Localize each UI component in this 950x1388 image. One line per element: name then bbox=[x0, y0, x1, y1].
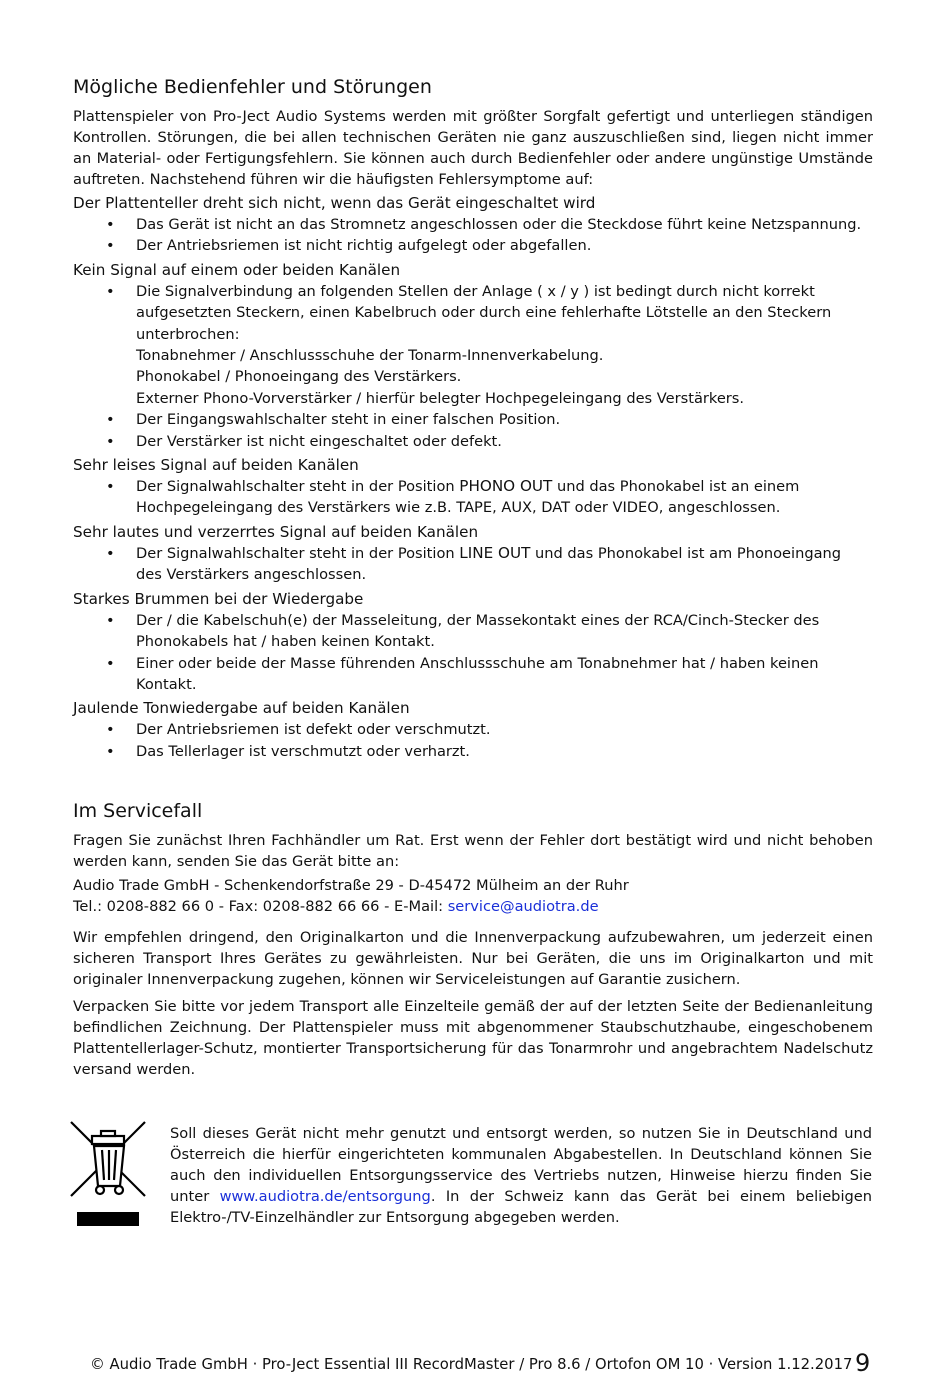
cause-line: Externer Phono-Vorverstärker / hierfür belegter Hochpegeleingang des Verstärkers. bbox=[136, 389, 745, 407]
bullet-icon: • bbox=[106, 611, 115, 629]
service-email-link[interactable]: service@audiotra.de bbox=[447, 898, 599, 916]
switch-position-label: LINE OUT bbox=[459, 543, 531, 562]
cause-text: und das Phonokabel ist an einem bbox=[552, 478, 800, 496]
cause-list bbox=[73, 610, 873, 696]
cause-line: Das Tellerlager ist verschmutzt oder verharzt. bbox=[136, 742, 470, 760]
service-address: Audio Trade GmbH - Schenkendorfstraße 29 - D-45472 Mülheim an der Ruhr bbox=[73, 877, 629, 895]
disposal-link[interactable]: www.audiotra.de/entsorgung bbox=[219, 1188, 431, 1205]
section-title-service: Im Servicefall bbox=[73, 800, 203, 823]
cause-text: und das Phonokabel ist am Phonoeingang bbox=[530, 544, 842, 562]
cause-line: aufgesetzten Steckern, einen Kabelbruch oder durch eine fehlerhafte Lötstelle an den Steckern bbox=[136, 304, 832, 322]
bullet-icon: • bbox=[106, 216, 115, 233]
footer-text: © Audio Trade GmbH · Pro-Ject Essential III RecordMaster / Pro 8.6 / Ortofon OM 10 · Version 1.12.2017 bbox=[90, 1356, 853, 1373]
troubleshooting-intro: Plattenspieler von Pro-Ject Audio Systems werden mit größter Sorgfalt gefertigt und unterliegen ständigen Kontrollen. Störungen, die bei allen technischen Geräten nie ganz auszuschließen sind, liegen nicht immer an Material- oder Fertigungsfehlern. Sie können auch durch Bedienfehler oder andere ungünstige Umstände auftreten. Nachstehend führen wir die häufigsten Fehlersymptome auf: bbox=[73, 108, 873, 188]
disposal-text-before: Soll dieses Gerät nicht mehr genutzt und entsorgt werden, so nutzen Sie in Deutschland und Österreich die hierfür eingerichteten kommunalen Abgabestellen. In Deutschland können Sie auch den individuellen Entsorgungsservice des Vertriebs nutzen, Hinweise hierzu finden Sie unter bbox=[170, 1125, 872, 1205]
cause-list-item bbox=[73, 281, 873, 409]
bullet-icon: • bbox=[106, 544, 115, 562]
cause-line: Der / die Kabelschuh(e) der Masseleitung, der Massekontakt eines der RCA/Cinch-Stecker des bbox=[136, 611, 820, 629]
cause-list-item bbox=[73, 235, 873, 256]
cause-line bbox=[136, 543, 873, 564]
symptom-heading: Sehr leises Signal auf beiden Kanälen bbox=[73, 456, 359, 475]
cause-line: Einer oder beide der Masse führenden Anschlussschuhe am Tonabnehmer hat / haben keinen Kontakt. bbox=[136, 654, 819, 693]
symptom-heading: Kein Signal auf einem oder beiden Kanälen bbox=[73, 260, 401, 279]
service-intro: Fragen Sie zunächst Ihren Fachhändler um Rat. Erst wenn der Fehler dort bestätigt wird und nicht behoben werden kann, senden Sie das Gerät bitte an: bbox=[73, 832, 873, 871]
cause-list-item bbox=[73, 476, 873, 519]
cause-line: Phonokabels hat / haben keinen Kontakt. bbox=[136, 633, 435, 651]
bullet-icon: • bbox=[106, 237, 115, 255]
troubleshooting-groups bbox=[73, 192, 873, 762]
cause-line bbox=[136, 476, 873, 497]
service-paragraph-packaging: Wir empfehlen dringend, den Originalkarton und die Innenverpackung aufzubewahren, um jederzeit einen sicheren Transport Ihres Gerätes zu gewährleisten. Nur bei Geräten, die uns im Originalkarton und mit originaler Innenverpackung zugehen, können wir Serviceleistungen auf Garantie zusichern. bbox=[73, 929, 873, 989]
service-contact bbox=[73, 896, 873, 917]
symptom-heading: Der Plattenteller dreht sich nicht, wenn das Gerät eingeschaltet wird bbox=[73, 194, 596, 212]
cause-line: Das Gerät ist nicht an das Stromnetz angeschlossen oder die Steckdose führt keine Netzspannung. bbox=[136, 216, 862, 233]
cause-list-item bbox=[73, 741, 873, 762]
cause-line: Hochpegeleingang des Verstärkers wie z.B. TAPE, AUX, DAT oder VIDEO, angeschlossen. bbox=[136, 499, 781, 517]
bullet-icon: • bbox=[106, 742, 115, 760]
cause-list-item bbox=[73, 610, 873, 653]
bullet-icon: • bbox=[106, 721, 115, 739]
disposal-text bbox=[170, 1123, 872, 1228]
cause-line: Der Verstärker ist nicht eingeschaltet oder defekt. bbox=[136, 432, 502, 450]
cause-line: Tonabnehmer / Anschlussschuhe der Tonarm-Innenverkabelung. bbox=[136, 347, 604, 365]
cause-line: unterbrochen: bbox=[136, 325, 240, 343]
cause-list-item bbox=[73, 543, 873, 586]
cause-list bbox=[73, 543, 873, 586]
cause-line: des Verstärkers angeschlossen. bbox=[136, 566, 367, 584]
cause-line: Der Antriebsriemen ist nicht richtig aufgelegt oder abgefallen. bbox=[136, 237, 592, 255]
cause-list-item bbox=[73, 214, 873, 235]
cause-text: Der Signalwahlschalter steht in der Position bbox=[136, 478, 460, 496]
bullet-icon: • bbox=[106, 282, 115, 300]
cause-text: Der Signalwahlschalter steht in der Position bbox=[136, 544, 460, 562]
cause-line: Phonokabel / Phonoeingang des Verstärkers. bbox=[136, 368, 462, 386]
cause-list bbox=[73, 214, 873, 257]
symptom-heading: Starkes Brummen bei der Wiedergabe bbox=[73, 589, 364, 608]
bullet-icon: • bbox=[106, 654, 115, 672]
symptom-heading: Sehr lautes und verzerrtes Signal auf beiden Kanälen bbox=[73, 522, 479, 541]
section-title-troubleshooting: Mögliche Bedienfehler und Störungen bbox=[73, 76, 432, 98]
service-paragraph-transport: Verpacken Sie bitte vor jedem Transport alle Einzelteile gemäß der auf der letzten Seite der Bedienanleitung befindlichen Zeichnung. Der Plattenspieler muss mit abgenommener Staubschutzhaube, eingeschobenem Plattentellerlager-Schutz, montierter Transportsicherung für das Tonarmrohr und angebrachtem Nadelschutz versand werden. bbox=[73, 998, 873, 1079]
service-section bbox=[73, 798, 873, 1080]
disposal-paragraph bbox=[170, 1123, 872, 1228]
crossed-out-wheelie-bin-icon bbox=[69, 1120, 149, 1230]
disposal-text-after: . In der Schweiz kann das Gerät bei einem beliebigen Elektro-/TV-Einzelhändler zur Entsorgung abgegeben werden. bbox=[170, 1188, 872, 1226]
page-number: 9 bbox=[855, 1349, 871, 1377]
cause-line: Der Eingangswahlschalter steht in einer falschen Position. bbox=[136, 411, 561, 429]
cause-line: Der Antriebsriemen ist defekt oder verschmutzt. bbox=[136, 721, 491, 739]
symptom-heading: Jaulende Tonwiedergabe auf beiden Kanälen bbox=[73, 699, 410, 718]
bullet-icon: • bbox=[106, 411, 115, 429]
cause-list-item bbox=[73, 719, 873, 740]
bullet-icon: • bbox=[106, 432, 115, 450]
switch-position-label: PHONO OUT bbox=[459, 477, 553, 496]
page-content bbox=[73, 74, 873, 1080]
service-contact-prefix: Tel.: 0208-882 66 0 - Fax: 0208-882 66 66 - E-Mail: bbox=[73, 898, 448, 916]
cause-list bbox=[73, 281, 873, 452]
bullet-icon: • bbox=[106, 478, 115, 496]
cause-list-item bbox=[73, 653, 873, 696]
cause-list-item bbox=[73, 431, 873, 452]
cause-list bbox=[73, 476, 873, 519]
cause-list-item bbox=[73, 409, 873, 430]
cause-line: Die Signalverbindung an folgenden Stellen der Anlage ( x / y ) ist bedingt durch nicht korrekt bbox=[136, 282, 815, 300]
cause-list bbox=[73, 719, 873, 762]
